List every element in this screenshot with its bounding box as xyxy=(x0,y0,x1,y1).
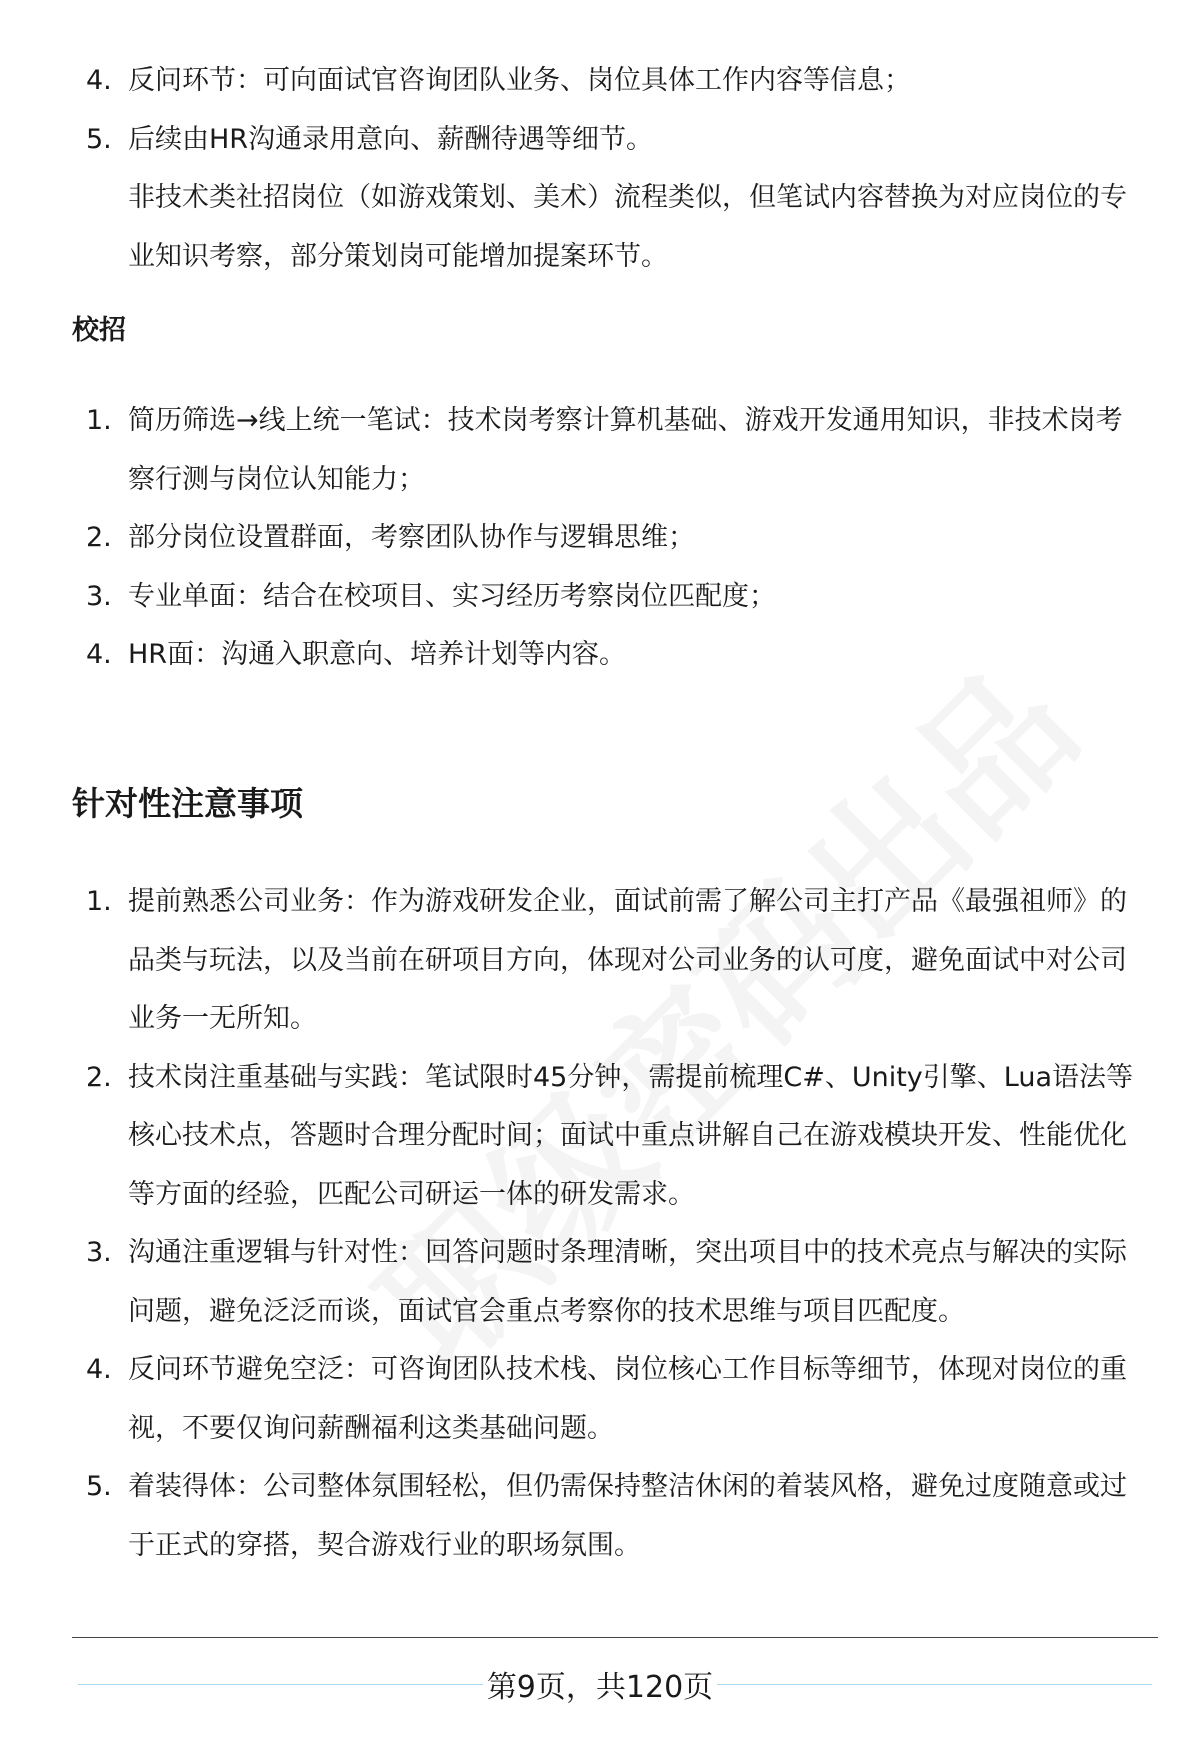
notes-list xyxy=(78,873,1148,1575)
list-number: 1. xyxy=(86,886,112,917)
intro-list xyxy=(78,52,1148,169)
list-text: 反问环节避免空泛：可咨询团队技术栈、岗位核心工作目标等细节，体现对岗位的重视，不要仅询问薪酬福利这类基础问题。 xyxy=(128,1354,1127,1444)
page-number xyxy=(0,1668,1200,1708)
list-item xyxy=(78,509,1148,568)
list-number: 4. xyxy=(86,1354,112,1385)
list-number: 4. xyxy=(86,639,112,670)
notes-heading: 针对性注意事项 xyxy=(72,784,303,823)
list-text: 技术岗注重基础与实践：笔试限时45分钟，需提前梳理C#、Unity引擎、Lua语法等核心技术点，答题时合理分配时间；面试中重点讲解自己在游戏模块开发、性能优化等方面的经验，匹配公司研运一体的研发需求。 xyxy=(128,1061,1133,1210)
intro-note: 非技术类社招岗位（如游戏策划、美术）流程类似，但笔试内容替换为对应岗位的专业知识考察，部分策划岗可能增加提案环节。 xyxy=(128,182,1127,272)
list-item xyxy=(78,873,1148,1049)
list-text: 提前熟悉公司业务：作为游戏研发企业，面试前需了解公司主打产品《最强祖师》的品类与玩法，以及当前在研项目方向，体现对公司业务的认可度，避免面试中对公司业务一无所知。 xyxy=(128,886,1127,1034)
list-item xyxy=(78,1458,1148,1575)
list-text: 部分岗位设置群面，考察团队协作与逻辑思维； xyxy=(128,522,695,553)
list-text: HR面：沟通入职意向、培养计划等内容。 xyxy=(128,639,627,670)
list-item xyxy=(78,392,1148,509)
list-text: 简历筛选→线上统一笔试：技术岗考察计算机基础、游戏开发通用知识，非技术岗考察行测与岗位认知能力； xyxy=(128,405,1123,495)
list-number: 3. xyxy=(86,1237,112,1268)
list-number: 1. xyxy=(86,405,112,436)
list-text: 反问环节：可向面试官咨询团队业务、岗位具体工作内容等信息； xyxy=(128,65,911,96)
list-number: 5. xyxy=(86,1471,112,1502)
list-item xyxy=(78,111,1148,170)
list-number: 4. xyxy=(86,65,112,96)
list-text: 沟通注重逻辑与针对性：回答问题时条理清晰，突出项目中的技术亮点与解决的实际问题，避免泛泛而谈，面试官会重点考察你的技术思维与项目匹配度。 xyxy=(128,1237,1127,1327)
list-number: 5. xyxy=(86,123,112,155)
list-item xyxy=(78,1049,1148,1225)
list-number: 2. xyxy=(86,1061,112,1093)
list-number: 3. xyxy=(86,580,112,612)
page-number-text: 第9页，共120页 xyxy=(483,1670,717,1705)
campus-list xyxy=(78,392,1148,685)
footer-divider xyxy=(72,1637,1158,1638)
list-item xyxy=(78,626,1148,685)
list-item xyxy=(78,1341,1148,1458)
list-text: 专业单面：结合在校项目、实习经历考察岗位匹配度； xyxy=(128,580,776,612)
list-item xyxy=(78,1224,1148,1341)
list-number: 2. xyxy=(86,522,112,553)
list-text: 后续由HR沟通录用意向、薪酬待遇等细节。 xyxy=(128,123,654,155)
list-item xyxy=(78,52,1148,111)
list-text: 着装得体：公司整体氛围轻松，但仍需保持整洁休闲的着装风格，避免过度随意或过于正式的穿搭，契合游戏行业的职场氛围。 xyxy=(128,1471,1127,1561)
campus-heading: 校招 xyxy=(72,315,126,346)
list-item xyxy=(78,568,1148,627)
